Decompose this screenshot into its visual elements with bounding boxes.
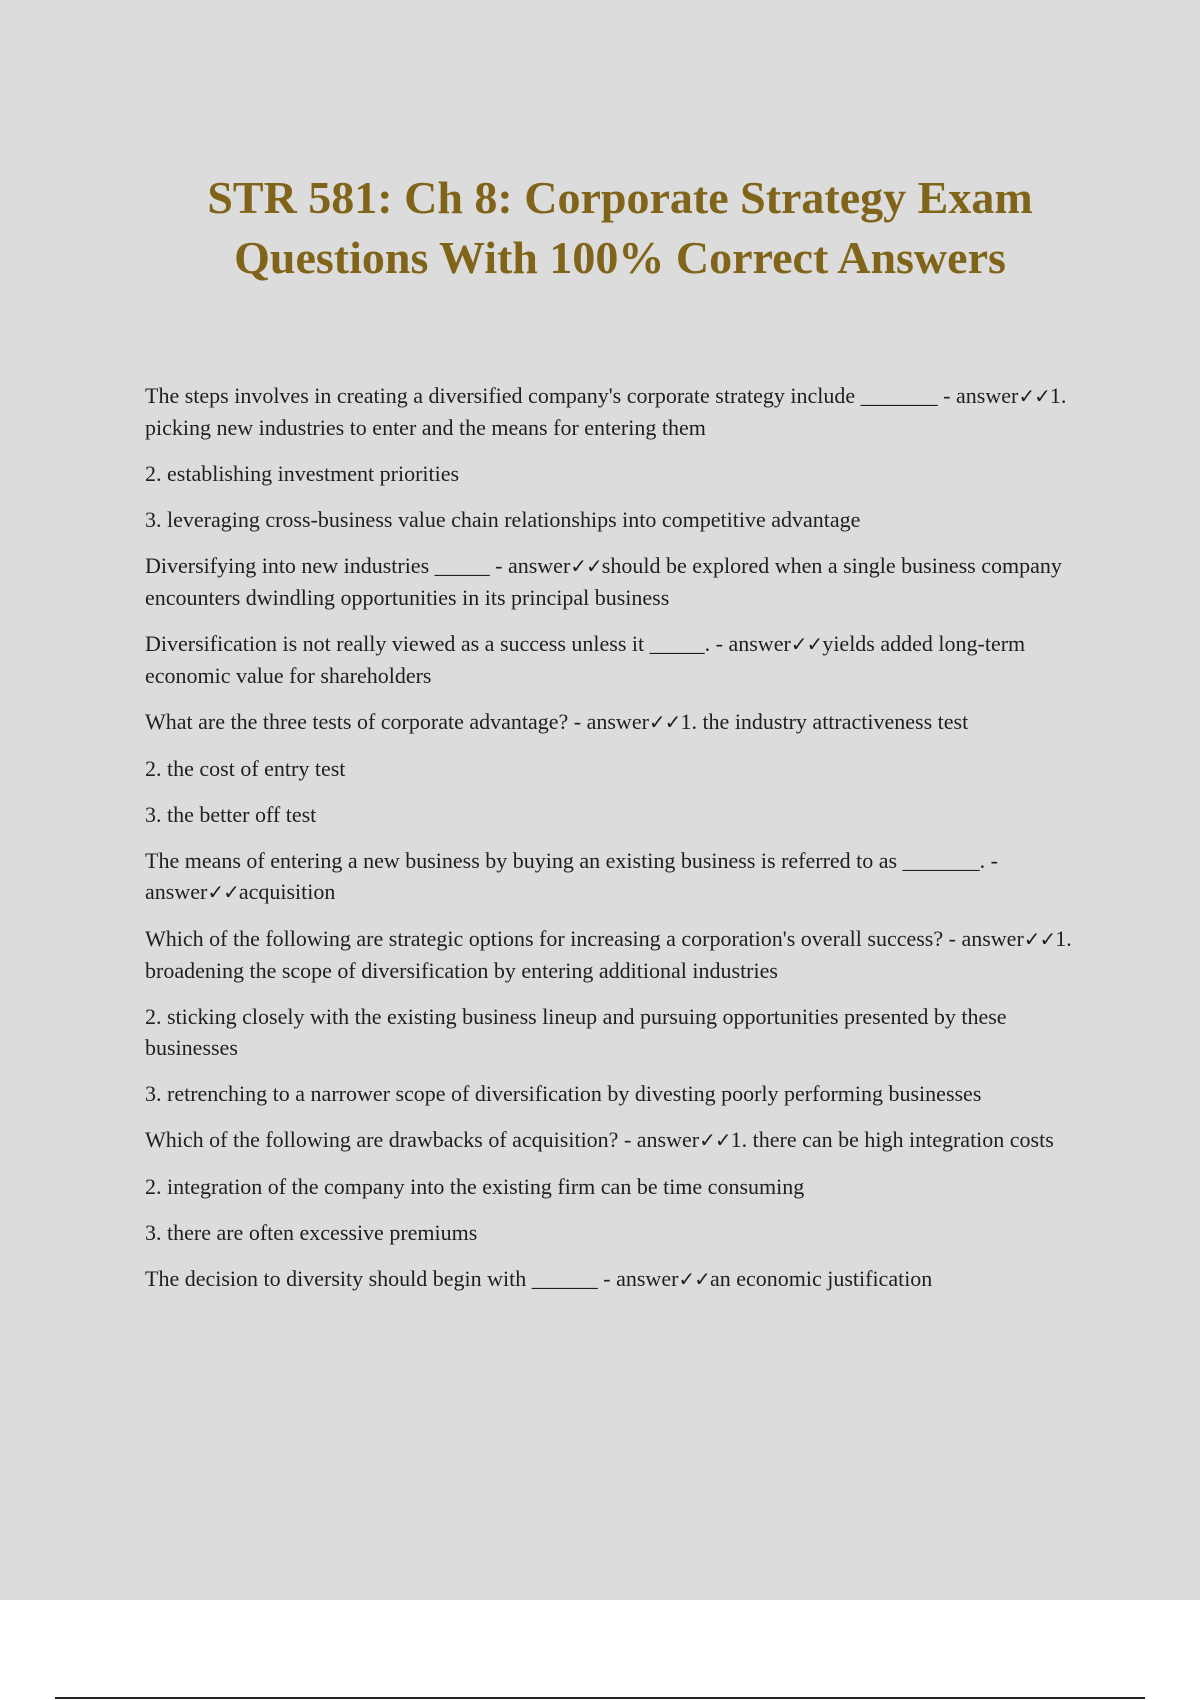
question-text: The decision to diversity should begin with ______ - [145,1266,617,1291]
question-answer-1 [145,380,1075,443]
answer-label: answer [961,926,1024,951]
double-check-icon: ✓✓ [1023,927,1056,951]
double-check-icon: ✓✓ [207,880,239,904]
question-answer-6 [145,923,1075,986]
answer-line: 3. retrenching to a narrower scope of diversification by divesting poorly performing businesses [145,1081,982,1106]
question-text: Diversifying into new industries _____ - [145,553,508,578]
question-text: What are the three tests of corporate advantage? - [145,709,587,734]
qa-content [145,380,1075,1310]
answer-text: 1. picking new industries to enter and the means for entering them [145,383,1067,440]
answer-line: 3. there are often excessive premiums [145,1220,478,1245]
answer-label: answer [728,631,791,656]
question-text: Diversification is not really viewed as a success unless it _____. - [145,631,729,656]
question-text: Which of the following are drawbacks of acquisition? - [145,1127,637,1152]
answer-text: 1. there can be high integration costs [730,1127,1054,1152]
title-line-2: Questions With 100% Correct Answers [234,232,1006,283]
answer-label: answer [616,1266,679,1291]
answer-text: acquisition [238,879,336,904]
double-check-icon: ✓✓ [1018,384,1050,408]
answer-label: answer [145,879,208,904]
answer-line: 2. integration of the company into the existing firm can be time consuming [145,1174,805,1199]
answer-line: 3. the better off test [145,802,317,827]
double-check-icon: ✓✓ [699,1128,731,1152]
double-check-icon: ✓✓ [648,710,681,734]
question-text: Which of the following are strategic options for increasing a corporation's overall success? - [145,926,962,951]
document-title [100,168,1140,288]
answer-label: answer [586,709,649,734]
answer-line: 2. the cost of entry test [145,756,346,781]
question-answer-5 [145,845,1075,908]
question-answer-2 [145,550,1075,613]
answer-label: answer [507,553,571,578]
double-check-icon: ✓✓ [790,632,823,656]
answer-text: 1. the industry attractiveness test [680,709,969,734]
double-check-icon: ✓✓ [678,1267,710,1291]
answer-label: answer [956,383,1019,408]
footer-divider [55,1697,1145,1699]
question-answer-3 [145,628,1075,691]
answer-line: 2. sticking closely with the existing business lineup and pursuing opportunities presented by these businesses [145,1004,1007,1060]
question-answer-8 [145,1263,1075,1295]
question-text: The means of entering a new business by buying an existing business is referred to as _______. - [145,848,998,873]
question-answer-4 [145,706,1075,738]
answer-text: an economic justification [709,1266,933,1291]
double-check-icon: ✓✓ [570,554,602,578]
question-text: The steps involves in creating a diversified company's corporate strategy include _______ - [145,383,957,408]
title-line-1: STR 581: Ch 8: Corporate Strategy Exam [207,172,1033,223]
answer-line: 2. establishing investment priorities [145,461,460,486]
question-answer-7 [145,1124,1075,1156]
answer-text: yields added long-term economic value for shareholders [145,631,1026,688]
answer-line: 3. leveraging cross-business value chain relationships into competitive advantage [145,507,861,532]
answer-text: should be explored when a single business company encounters dwindling opportunities in its principal business [145,553,1062,610]
answer-text: 1. broadening the scope of diversification by entering additional industries [145,926,1072,983]
answer-label: answer [636,1127,700,1152]
